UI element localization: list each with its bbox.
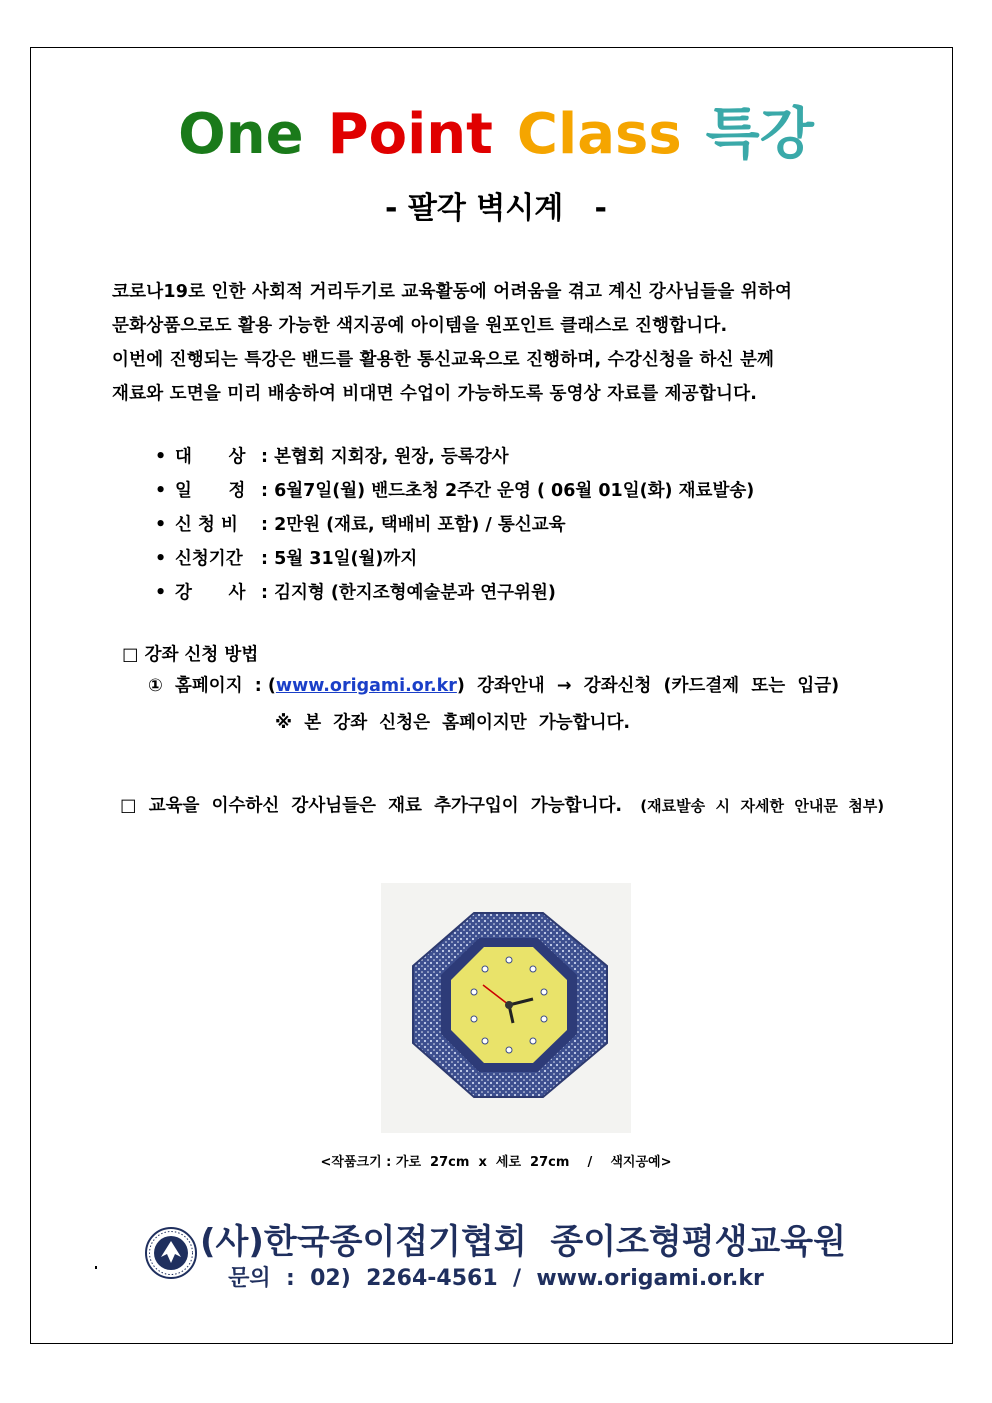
bullet: • (155, 583, 167, 603)
info-item (155, 542, 754, 576)
intro-line: 코로나19로 인한 사회적 거리두기로 교육활동에 어려움을 겪고 계신 강사님들을 위하여 (112, 282, 793, 302)
info-list (155, 440, 754, 610)
method-prefix: ① 홈페이지 : ( (148, 676, 276, 696)
octagon-clock-image (381, 883, 631, 1133)
clock-photo (381, 883, 631, 1133)
info-label: 신 청 비 (175, 515, 238, 535)
title-point: Point (327, 102, 493, 167)
info-value: : 김지형 (한지조형예술분과 연구위원) (261, 583, 556, 603)
apply-heading: □ 강좌 신청 방법 (122, 645, 259, 665)
title-special: 특강 (705, 102, 814, 167)
title-class: Class (516, 102, 682, 167)
extra-note: (재료발송 시 자세한 안내문 첨부) (640, 797, 885, 815)
homepage-link[interactable]: www.origami.or.kr (275, 676, 457, 696)
apply-method (148, 671, 839, 701)
bullet: • (155, 447, 167, 467)
intro-line: 문화상품으로도 활용 가능한 색지공예 아이템을 원포인트 클래스로 진행합니다. (112, 316, 728, 336)
bullet: • (155, 481, 167, 501)
info-label: 강 사 (175, 583, 246, 603)
bullet: • (155, 549, 167, 569)
info-item (155, 440, 754, 474)
intro-line: 재료와 도면을 미리 배송하여 비대면 수업이 가능하도록 동영상 자료를 제공합니다. (112, 384, 758, 404)
info-value: : 2만원 (재료, 택배비 포함) / 통신교육 (261, 515, 566, 535)
bullet: • (155, 515, 167, 535)
title-one: One (178, 102, 304, 167)
intro-line: 이번에 진행되는 특강은 밴드를 활용한 통신교육으로 진행하며, 수강신청을 하신 분께 (112, 350, 775, 370)
stray-mark (95, 1266, 97, 1269)
extra-purchase (120, 791, 884, 821)
info-value: : 5월 31일(월)까지 (261, 549, 418, 569)
artwork-size-caption: <작품크기 : 가로 27cm x 세로 27cm / 색지공예> (320, 1155, 672, 1170)
info-item (155, 508, 754, 542)
subtitle: - 팔각 벽시계 - (384, 191, 608, 226)
info-value: : 6월7일(월) 밴드초청 2주간 운영 ( 06월 01일(화) 재료발송) (261, 481, 755, 501)
page-title (0, 100, 992, 170)
info-item (155, 576, 754, 610)
intro-text (112, 275, 912, 411)
info-label: 일 정 (175, 481, 246, 501)
info-label: 신청기간 (175, 549, 243, 569)
extra-text: □ 교육을 이수하신 강사님들은 재료 추가구입이 가능합니다. (120, 796, 623, 816)
method-suffix: ) 강좌안내 → 강좌신청 (카드결제 또는 입금) (456, 676, 840, 696)
apply-note: ※ 본 강좌 신청은 홈페이지만 가능합니다. (275, 713, 631, 733)
organization-name: (사)한국종이접기협회 종이조형평생교육원 (200, 1222, 846, 1262)
contact-info: 문의 : 02) 2264-4561 / www.origami.or.kr (228, 1266, 764, 1291)
info-value: : 본협회 지회장, 원장, 등록강사 (261, 447, 509, 467)
info-item (155, 474, 754, 508)
info-label: 대 상 (175, 447, 246, 467)
